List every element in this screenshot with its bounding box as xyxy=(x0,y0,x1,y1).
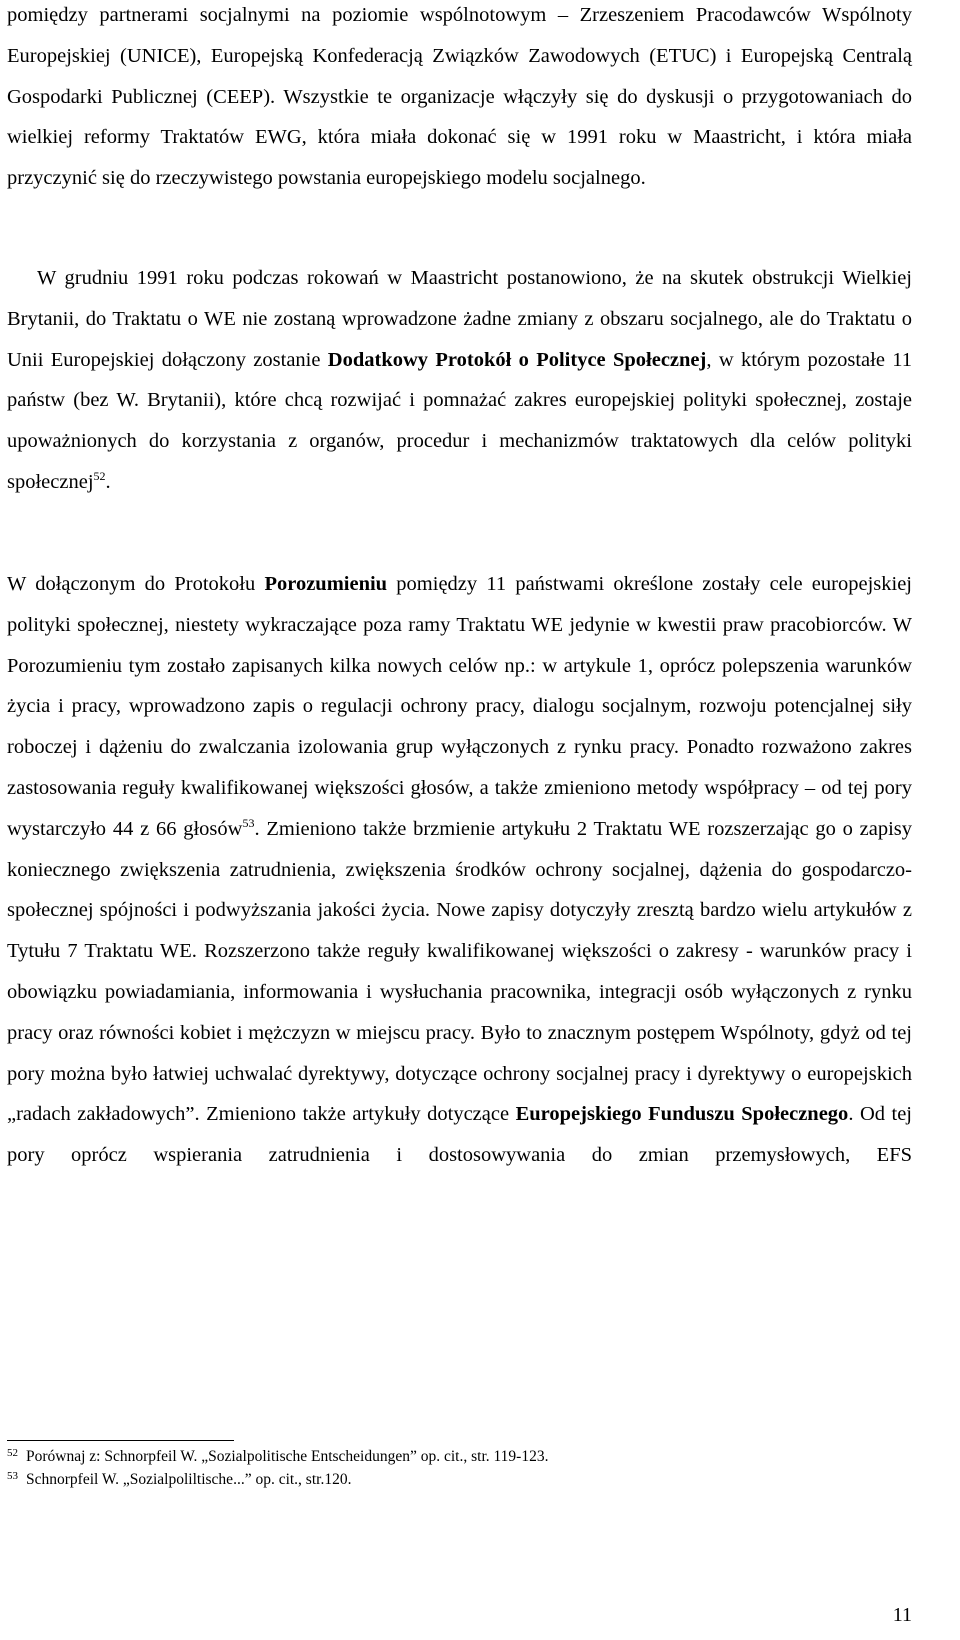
bold-term: Porozumieniu xyxy=(264,573,388,595)
text-run: . xyxy=(105,470,111,493)
text-run: pomiędzy partnerami socjalnymi na poziomie wspólnotowym – Zrzeszeniem Pracodawców Wspólnoty Europejskiej (UNICE), Europejską Konfederacją Związków Zawodowych (ETUC) i Europejską Centralą Gospodarki Publicznej (CEEP). Wszystkie te organizacje włączyły się do dyskusji o przygotowaniach do wielkiej reformy Traktatów EWG, która miała dokonać się w 1991 roku w Maastricht, i która miała przyczynić się do rzeczywistego powstania europejskiego modelu socjalnego. xyxy=(7,4,912,190)
bold-term: Dodatkowy Protokół o Polityce Społecznej xyxy=(327,348,707,371)
paragraph-intro xyxy=(7,0,912,199)
text-run: . Zmieniono także brzmienie artykułu 2 Traktatu WE rozszerzając go o zapisy koniecznego zwiększenia zatrudnienia, zwiększenia środków ochrony socjalnej, dążenia do gospodarczo-społecznej spójności i podwyższania jakości życia. Nowe zapisy dotyczyły zresztą bardzo wielu artykułów z Tytułu 7 Traktatu WE. Rozszerzono także reguły kwalifikowanej większości o zakresy - warunków pracy i obowiązku powiadamiania, informowania i wysłuchania pracownika, integracji osób wyłączonych z rynku pracy oraz równości kobiet i mężczyzn w miejscu pracy. Było to znacznym postępem Wspólnoty, gdyż od tej pory można było łatwiej uchwalać dyrektywy, dotyczące ochrony socjalnej pracy i dyrektywy o europejskich „radach zakładowych”. Zmieniono także artykuły dotyczące xyxy=(7,817,912,1126)
footnote-reference: 53 xyxy=(242,815,255,830)
text-run: pomiędzy 11 państwami określone zostały cele europejskiej polityki społecznej, niestety wykraczające poza ramy Traktatu WE jedynie w kwestii praw pracobiorców. W Porozumieniu tym zostało zapisanych kilka nowych celów np.: w artykule 1, oprócz polepszenia warunków życia i pracy, wprowadzono zapis o regulacji ochrony pracy, dialogu socjalnym, rozwoju potencjalnej siły roboczej i dążeniu do zwalczania izolowania grup wyłączonych z rynku pracy. Ponadto rozważono zakres zastosowania reguły kwalifikowanej większości głosów, a także zmieniono metody współpracy – od tej pory wystarczyło 44 z 66 głosów xyxy=(7,573,912,840)
footnote-reference: 52 xyxy=(93,469,106,484)
footnote-53 xyxy=(7,1465,912,1491)
text-run: , w którym pozostałe 11 państw (bez W. Brytanii), które chcą rozwijać i pomnażać zakres europejskiej polityki społecznej, zostaje upoważnionych do korzystania z organów, procedur i mechanizmów traktatowych dla celów polityki społecznej xyxy=(7,348,912,493)
paragraph-maastricht xyxy=(7,258,912,503)
footnote-number: 53 xyxy=(7,1470,18,1482)
text-run: W grudniu 1991 roku podczas rokowań w Maastricht postanowiono, że na skutek obstrukcji Wielkiej Brytanii, do Traktatu o WE nie zostaną wprowadzone żadne zmiany z obszaru socjalnego, ale do Traktatu o Unii Europejskiej dołączony zostanie xyxy=(7,267,912,371)
paragraph-agreement xyxy=(7,564,912,1176)
footnote-text: Schnorpfeil W. „Sozialpoliltische...” op. cit., str.120. xyxy=(26,1471,352,1488)
text-run: . Od tej pory oprócz wspierania zatrudnienia i dostosowywania do zmian przemysłowych, EFS xyxy=(7,1103,912,1167)
page-number: 11 xyxy=(892,1604,912,1626)
text-run: W dołączonym do Protokołu xyxy=(7,573,265,595)
footnote-number: 52 xyxy=(7,1447,18,1459)
footnote-separator xyxy=(7,1440,234,1441)
bold-term: Europejskiego Funduszu Społecznego xyxy=(515,1103,849,1126)
footnote-text: Porównaj z: Schnorpfeil W. „Sozialpolitische Entscheidungen” op. cit., str. 119-123. xyxy=(26,1448,549,1465)
